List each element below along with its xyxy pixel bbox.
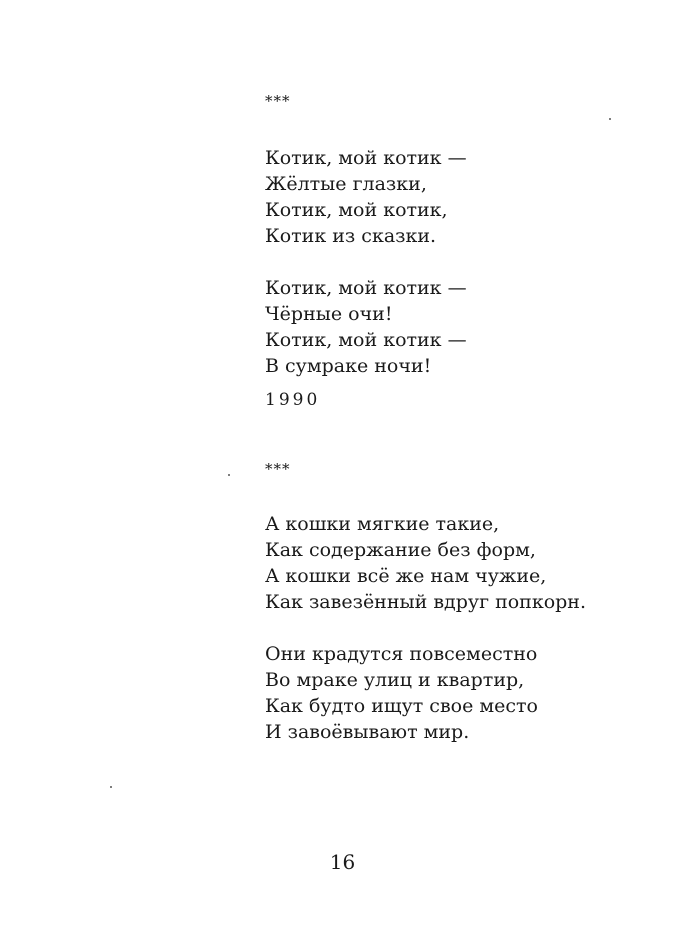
verse-line: Как будто ищут свое место xyxy=(265,695,538,717)
poem1-year: 1990 xyxy=(265,390,321,410)
scan-speck xyxy=(609,118,611,120)
verse-line: Как содержание без форм, xyxy=(265,539,536,561)
verse-line: Котик из сказки. xyxy=(265,225,437,247)
poem2-stanza2 xyxy=(265,641,538,745)
verse-line: И завоёвывают мир. xyxy=(265,721,470,743)
poem2-separator: *** xyxy=(265,460,291,478)
verse-line: А кошки мягкие такие, xyxy=(265,513,500,535)
verse-line: Котик, мой котик — xyxy=(265,329,467,351)
verse-line: Чёрные очи! xyxy=(265,303,393,325)
verse-line: Котик, мой котик — xyxy=(265,147,467,169)
verse-line: Котик, мой котик, xyxy=(265,199,448,221)
poem1-stanza1 xyxy=(265,145,467,249)
poem1-separator: *** xyxy=(265,92,291,110)
poem1-stanza2 xyxy=(265,275,467,379)
scan-speck xyxy=(228,474,230,476)
verse-line: А кошки всё же нам чужие, xyxy=(265,565,547,587)
verse-line: Жёлтые глазки, xyxy=(265,173,427,195)
verse-line: Они крадутся повсеместно xyxy=(265,643,538,665)
verse-line: Котик, мой котик — xyxy=(265,277,467,299)
verse-line: Как завезённый вдруг попкорн. xyxy=(265,591,587,613)
verse-line: Во мраке улиц и квартир, xyxy=(265,669,525,691)
poem2-stanza1 xyxy=(265,511,586,615)
scan-speck xyxy=(110,786,112,788)
verse-line: В сумраке ночи! xyxy=(265,355,432,377)
page-number: 16 xyxy=(329,850,356,874)
